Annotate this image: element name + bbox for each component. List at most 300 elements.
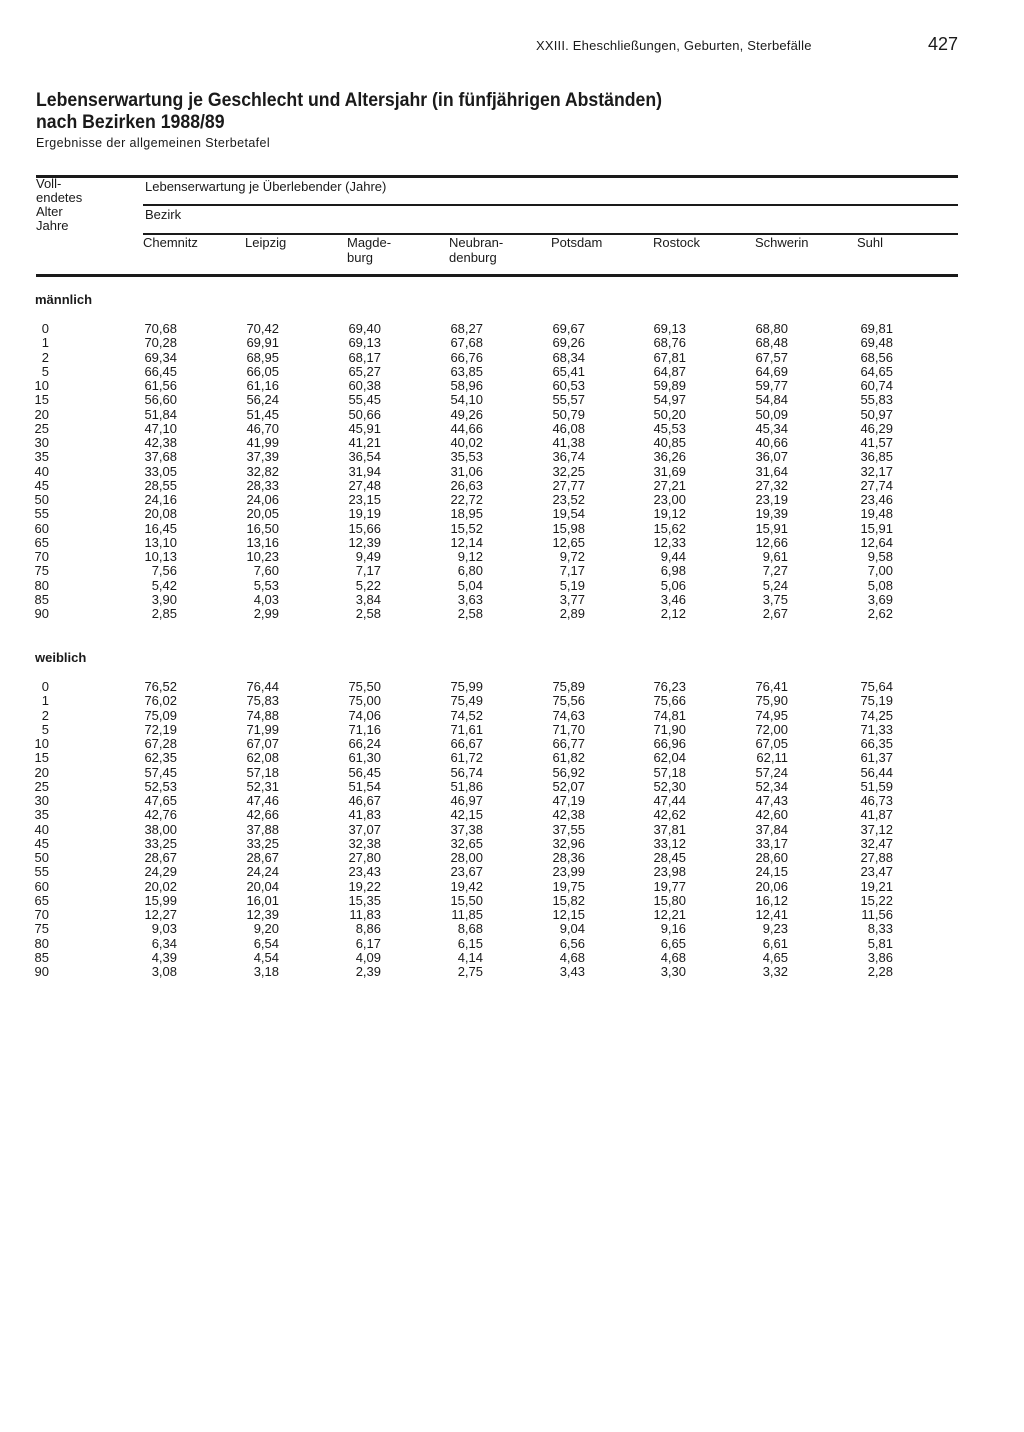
value-cell: 23,19 bbox=[755, 492, 788, 507]
value-cell: 27,77 bbox=[552, 477, 585, 493]
table-row bbox=[0, 408, 1024, 422]
stub-header-line: Alter bbox=[36, 204, 63, 219]
value-cell: 41,57 bbox=[860, 435, 893, 450]
value-cell: 71,61 bbox=[450, 721, 483, 737]
value-cell: 66,96 bbox=[653, 736, 686, 751]
value-cell: 8,33 bbox=[867, 921, 893, 937]
value-cell: 58,96 bbox=[450, 378, 483, 393]
age-cell: 50 bbox=[34, 492, 49, 507]
value-cell: 12,39 bbox=[348, 534, 381, 550]
value-cell: 54,84 bbox=[755, 392, 788, 408]
value-cell: 56,74 bbox=[450, 764, 483, 780]
value-cell: 55,83 bbox=[860, 392, 893, 408]
value-cell: 23,46 bbox=[860, 492, 893, 507]
value-cell: 2,58 bbox=[457, 606, 483, 621]
value-cell: 33,25 bbox=[246, 835, 279, 851]
value-cell: 9,03 bbox=[151, 921, 177, 937]
value-cell: 46,70 bbox=[246, 420, 279, 436]
value-cell: 8,86 bbox=[355, 921, 381, 937]
value-cell: 27,88 bbox=[860, 850, 893, 865]
value-cell: 19,42 bbox=[450, 878, 483, 894]
value-cell: 69,81 bbox=[860, 321, 893, 336]
value-cell: 2,12 bbox=[660, 606, 686, 621]
value-cell: 2,89 bbox=[559, 606, 585, 621]
value-cell: 15,52 bbox=[450, 520, 483, 536]
value-cell: 56,24 bbox=[246, 392, 279, 408]
table-row bbox=[0, 766, 1024, 780]
value-cell: 3,69 bbox=[867, 591, 893, 607]
value-cell: 6,54 bbox=[253, 935, 279, 951]
value-cell: 74,95 bbox=[755, 707, 788, 723]
value-cell: 5,53 bbox=[253, 577, 279, 593]
column-header-line: Magde- bbox=[347, 235, 392, 250]
column-header-line: Schwerin bbox=[755, 235, 809, 250]
value-cell: 3,08 bbox=[151, 964, 177, 979]
column-header-line: Leipzig bbox=[245, 235, 287, 250]
value-cell: 31,64 bbox=[755, 463, 788, 479]
value-cell: 52,31 bbox=[246, 778, 279, 794]
value-cell: 33,25 bbox=[144, 835, 177, 851]
value-cell: 12,41 bbox=[755, 907, 788, 922]
table-row bbox=[0, 965, 1024, 979]
value-cell: 44,66 bbox=[450, 420, 483, 436]
table-row bbox=[0, 894, 1024, 908]
value-cell: 61,37 bbox=[860, 750, 893, 766]
age-cell: 2 bbox=[41, 349, 49, 365]
value-cell: 23,15 bbox=[348, 492, 381, 507]
value-cell: 32,17 bbox=[860, 463, 893, 479]
value-cell: 74,88 bbox=[246, 707, 279, 723]
value-cell: 74,63 bbox=[552, 707, 585, 723]
age-cell: 40 bbox=[34, 463, 49, 479]
value-cell: 71,70 bbox=[552, 721, 585, 737]
value-cell: 55,45 bbox=[348, 392, 381, 408]
value-cell: 7,27 bbox=[762, 563, 788, 579]
chapter-header: XXIII. Eheschließungen, Geburten, Sterbefälle bbox=[536, 38, 812, 53]
age-cell: 50 bbox=[34, 850, 49, 865]
value-cell: 6,34 bbox=[151, 935, 177, 951]
value-cell: 6,61 bbox=[762, 935, 788, 951]
stub-header-line: endetes bbox=[36, 190, 83, 205]
value-cell: 2,85 bbox=[151, 606, 177, 621]
table-row bbox=[0, 880, 1024, 894]
value-cell: 15,82 bbox=[552, 892, 585, 908]
table-row bbox=[0, 564, 1024, 578]
value-cell: 20,05 bbox=[246, 506, 279, 522]
value-cell: 75,66 bbox=[653, 693, 686, 709]
value-cell: 76,02 bbox=[144, 693, 177, 709]
value-cell: 51,86 bbox=[450, 778, 483, 794]
table-row bbox=[0, 737, 1024, 751]
age-cell: 20 bbox=[34, 764, 49, 780]
value-cell: 3,77 bbox=[559, 591, 585, 607]
table-row bbox=[0, 723, 1024, 737]
value-cell: 12,27 bbox=[144, 907, 177, 922]
table-row bbox=[0, 422, 1024, 436]
value-cell: 75,64 bbox=[860, 679, 893, 694]
age-cell: 60 bbox=[34, 520, 49, 536]
value-cell: 32,38 bbox=[348, 835, 381, 851]
value-cell: 37,39 bbox=[246, 449, 279, 465]
value-cell: 62,08 bbox=[246, 750, 279, 766]
value-cell: 3,18 bbox=[253, 964, 279, 979]
value-cell: 19,39 bbox=[755, 506, 788, 522]
value-cell: 27,80 bbox=[348, 850, 381, 865]
value-cell: 61,72 bbox=[450, 750, 483, 766]
value-cell: 62,35 bbox=[144, 750, 177, 766]
stub-header bbox=[36, 177, 116, 233]
value-cell: 7,17 bbox=[355, 563, 381, 579]
value-cell: 45,53 bbox=[653, 420, 686, 436]
table-row bbox=[0, 322, 1024, 336]
table-title-line1: Lebenserwartung je Geschlecht und Altersjahr (in fünfjährigen Abständen) bbox=[36, 90, 663, 111]
value-cell: 59,89 bbox=[653, 378, 686, 393]
column-header bbox=[245, 236, 286, 251]
value-cell: 5,04 bbox=[457, 577, 483, 593]
value-cell: 5,42 bbox=[151, 577, 177, 593]
value-cell: 28,33 bbox=[246, 477, 279, 493]
column-header-line: Neubran- bbox=[449, 235, 504, 250]
value-cell: 61,56 bbox=[144, 378, 177, 393]
value-cell: 9,20 bbox=[253, 921, 279, 937]
value-cell: 67,05 bbox=[755, 736, 788, 751]
value-cell: 46,08 bbox=[552, 420, 585, 436]
age-cell: 45 bbox=[34, 835, 49, 851]
value-cell: 15,50 bbox=[450, 892, 483, 908]
value-cell: 2,28 bbox=[867, 964, 893, 979]
age-cell: 65 bbox=[34, 892, 49, 908]
value-cell: 50,20 bbox=[653, 406, 686, 422]
value-cell: 42,66 bbox=[246, 807, 279, 823]
column-header bbox=[755, 236, 808, 251]
value-cell: 74,25 bbox=[860, 707, 893, 723]
age-cell: 0 bbox=[41, 679, 49, 694]
column-header bbox=[551, 236, 602, 251]
value-cell: 5,19 bbox=[559, 577, 585, 593]
value-cell: 42,60 bbox=[755, 807, 788, 823]
value-cell: 74,52 bbox=[450, 707, 483, 723]
value-cell: 20,08 bbox=[144, 506, 177, 522]
stub-header-line: Voll- bbox=[36, 176, 62, 191]
value-cell: 42,62 bbox=[653, 807, 686, 823]
value-cell: 69,26 bbox=[552, 335, 585, 351]
value-cell: 66,45 bbox=[144, 363, 177, 379]
column-header bbox=[653, 236, 700, 251]
column-header bbox=[347, 236, 391, 265]
value-cell: 3,75 bbox=[762, 591, 788, 607]
column-header bbox=[449, 236, 503, 265]
value-cell: 23,67 bbox=[450, 864, 483, 880]
value-cell: 51,45 bbox=[246, 406, 279, 422]
age-cell: 10 bbox=[34, 378, 49, 393]
value-cell: 66,24 bbox=[348, 736, 381, 751]
value-cell: 19,21 bbox=[860, 878, 893, 894]
table-title-line2: nach Bezirken 1988/89 bbox=[36, 112, 225, 133]
value-cell: 32,65 bbox=[450, 835, 483, 851]
value-cell: 12,21 bbox=[653, 907, 686, 922]
table-row bbox=[0, 450, 1024, 464]
value-cell: 56,45 bbox=[348, 764, 381, 780]
value-cell: 70,28 bbox=[144, 335, 177, 351]
value-cell: 46,73 bbox=[860, 793, 893, 808]
value-cell: 45,91 bbox=[348, 420, 381, 436]
age-cell: 1 bbox=[41, 693, 49, 709]
age-cell: 35 bbox=[34, 807, 49, 823]
value-cell: 23,43 bbox=[348, 864, 381, 880]
value-cell: 41,87 bbox=[860, 807, 893, 823]
table-subtitle: Ergebnisse der allgemeinen Sterbetafel bbox=[36, 136, 271, 150]
top-rule bbox=[36, 175, 958, 178]
value-cell: 12,65 bbox=[552, 534, 585, 550]
value-cell: 55,57 bbox=[552, 392, 585, 408]
value-cell: 75,09 bbox=[144, 707, 177, 723]
age-cell: 90 bbox=[34, 606, 49, 621]
value-cell: 20,04 bbox=[246, 878, 279, 894]
table-row bbox=[0, 493, 1024, 507]
value-cell: 35,53 bbox=[450, 449, 483, 465]
value-cell: 75,49 bbox=[450, 693, 483, 709]
table-row bbox=[0, 937, 1024, 951]
value-cell: 64,87 bbox=[653, 363, 686, 379]
value-cell: 5,06 bbox=[660, 577, 686, 593]
value-cell: 6,17 bbox=[355, 935, 381, 951]
age-cell: 1 bbox=[41, 335, 49, 351]
value-cell: 27,74 bbox=[860, 477, 893, 493]
value-cell: 12,39 bbox=[246, 907, 279, 922]
value-cell: 28,60 bbox=[755, 850, 788, 865]
value-cell: 37,38 bbox=[450, 821, 483, 837]
value-cell: 26,63 bbox=[450, 477, 483, 493]
value-cell: 51,84 bbox=[144, 406, 177, 422]
value-cell: 23,99 bbox=[552, 864, 585, 880]
value-cell: 9,12 bbox=[457, 549, 483, 564]
value-cell: 7,60 bbox=[253, 563, 279, 579]
value-cell: 47,46 bbox=[246, 793, 279, 808]
value-cell: 7,00 bbox=[867, 563, 893, 579]
value-cell: 12,66 bbox=[755, 534, 788, 550]
page-number: 427 bbox=[928, 34, 959, 54]
table-row bbox=[0, 951, 1024, 965]
value-cell: 4,68 bbox=[660, 949, 686, 965]
value-cell: 64,69 bbox=[755, 363, 788, 379]
value-cell: 23,00 bbox=[653, 492, 686, 507]
value-cell: 37,12 bbox=[860, 821, 893, 837]
value-cell: 60,74 bbox=[860, 378, 893, 393]
table-row bbox=[0, 393, 1024, 407]
value-cell: 12,33 bbox=[653, 534, 686, 550]
value-cell: 36,74 bbox=[552, 449, 585, 465]
value-cell: 4,68 bbox=[559, 949, 585, 965]
age-cell: 70 bbox=[34, 907, 49, 922]
value-cell: 4,39 bbox=[151, 949, 177, 965]
value-cell: 40,85 bbox=[653, 435, 686, 450]
age-cell: 40 bbox=[34, 821, 49, 837]
value-cell: 61,82 bbox=[552, 750, 585, 766]
value-cell: 4,09 bbox=[355, 949, 381, 965]
value-cell: 74,06 bbox=[348, 707, 381, 723]
value-cell: 69,48 bbox=[860, 335, 893, 351]
value-cell: 5,08 bbox=[867, 577, 893, 593]
value-cell: 9,16 bbox=[660, 921, 686, 937]
table-row bbox=[0, 751, 1024, 765]
value-cell: 47,43 bbox=[755, 793, 788, 808]
age-cell: 75 bbox=[34, 921, 49, 937]
value-cell: 7,56 bbox=[151, 563, 177, 579]
value-cell: 6,15 bbox=[457, 935, 483, 951]
age-cell: 90 bbox=[34, 964, 49, 979]
value-cell: 72,19 bbox=[144, 721, 177, 737]
column-header bbox=[143, 236, 198, 251]
value-cell: 19,77 bbox=[653, 878, 686, 894]
value-cell: 69,34 bbox=[144, 349, 177, 365]
value-cell: 57,24 bbox=[755, 764, 788, 780]
age-cell: 85 bbox=[34, 591, 49, 607]
value-cell: 68,27 bbox=[450, 321, 483, 336]
value-cell: 71,33 bbox=[860, 721, 893, 737]
value-cell: 31,69 bbox=[653, 463, 686, 479]
header-bottom-rule bbox=[36, 274, 958, 277]
age-cell: 30 bbox=[34, 435, 49, 450]
value-cell: 37,84 bbox=[755, 821, 788, 837]
stub-header-line: Jahre bbox=[36, 218, 69, 233]
value-cell: 32,25 bbox=[552, 463, 585, 479]
value-cell: 8,68 bbox=[457, 921, 483, 937]
value-cell: 9,49 bbox=[355, 549, 381, 564]
value-cell: 62,11 bbox=[756, 750, 788, 766]
value-cell: 32,96 bbox=[552, 835, 585, 851]
value-cell: 19,22 bbox=[348, 878, 381, 894]
value-cell: 15,35 bbox=[348, 892, 381, 908]
value-cell: 61,16 bbox=[246, 378, 279, 393]
age-cell: 75 bbox=[34, 563, 49, 579]
value-cell: 40,66 bbox=[755, 435, 788, 450]
value-cell: 37,55 bbox=[552, 821, 585, 837]
value-cell: 20,02 bbox=[144, 878, 177, 894]
value-cell: 65,41 bbox=[552, 363, 585, 379]
age-cell: 80 bbox=[34, 577, 49, 593]
value-cell: 62,04 bbox=[653, 750, 686, 766]
value-cell: 69,91 bbox=[246, 335, 279, 351]
column-header-line: denburg bbox=[449, 249, 497, 265]
value-cell: 15,91 bbox=[755, 520, 788, 536]
value-cell: 36,07 bbox=[755, 449, 788, 465]
value-cell: 75,99 bbox=[450, 679, 483, 694]
value-cell: 60,53 bbox=[552, 378, 585, 393]
value-cell: 28,00 bbox=[450, 850, 483, 865]
spanner-header: Lebenserwartung je Überlebender (Jahre) bbox=[145, 179, 387, 194]
table-row bbox=[0, 780, 1024, 794]
value-cell: 22,72 bbox=[450, 492, 483, 507]
value-cell: 9,61 bbox=[762, 549, 788, 564]
value-cell: 36,54 bbox=[348, 449, 381, 465]
column-header-line: burg bbox=[347, 249, 374, 265]
table-row bbox=[0, 865, 1024, 879]
value-cell: 68,17 bbox=[348, 349, 381, 365]
value-cell: 75,56 bbox=[552, 693, 585, 709]
value-cell: 24,15 bbox=[755, 864, 788, 880]
value-cell: 15,66 bbox=[348, 520, 381, 536]
age-cell: 20 bbox=[34, 406, 49, 422]
table-row bbox=[0, 808, 1024, 822]
value-cell: 19,54 bbox=[552, 506, 585, 522]
value-cell: 69,67 bbox=[552, 321, 585, 336]
value-cell: 68,48 bbox=[755, 335, 788, 351]
table-row bbox=[0, 593, 1024, 607]
value-cell: 75,83 bbox=[246, 693, 279, 709]
value-cell: 10,23 bbox=[246, 549, 279, 564]
value-cell: 11,83 bbox=[349, 907, 381, 922]
value-cell: 46,67 bbox=[348, 793, 381, 808]
value-cell: 23,98 bbox=[653, 864, 686, 880]
age-cell: 55 bbox=[34, 506, 49, 522]
value-cell: 56,60 bbox=[144, 392, 177, 408]
value-cell: 2,39 bbox=[355, 964, 381, 979]
value-cell: 5,81 bbox=[867, 935, 893, 951]
value-cell: 69,13 bbox=[653, 321, 686, 336]
value-cell: 57,18 bbox=[246, 764, 279, 780]
value-cell: 41,38 bbox=[552, 435, 585, 450]
spanner-rule bbox=[143, 204, 958, 206]
value-cell: 31,06 bbox=[450, 463, 483, 479]
value-cell: 15,22 bbox=[860, 892, 893, 908]
value-cell: 37,88 bbox=[246, 821, 279, 837]
value-cell: 9,04 bbox=[559, 921, 585, 937]
value-cell: 9,23 bbox=[762, 921, 788, 937]
value-cell: 67,81 bbox=[653, 349, 686, 365]
value-cell: 72,00 bbox=[755, 721, 788, 737]
table-row bbox=[0, 837, 1024, 851]
value-cell: 67,28 bbox=[144, 736, 177, 751]
value-cell: 68,76 bbox=[653, 335, 686, 351]
value-cell: 3,63 bbox=[457, 591, 483, 607]
age-cell: 25 bbox=[34, 420, 49, 436]
value-cell: 4,65 bbox=[762, 949, 788, 965]
age-cell: 25 bbox=[34, 778, 49, 794]
value-cell: 75,50 bbox=[348, 679, 381, 694]
table-row bbox=[0, 709, 1024, 723]
value-cell: 24,29 bbox=[144, 864, 177, 880]
value-cell: 19,48 bbox=[860, 506, 893, 522]
value-cell: 60,38 bbox=[348, 378, 381, 393]
section-label: männlich bbox=[35, 292, 93, 307]
value-cell: 45,34 bbox=[755, 420, 788, 436]
value-cell: 28,36 bbox=[552, 850, 585, 865]
value-cell: 74,81 bbox=[653, 707, 686, 723]
value-cell: 64,65 bbox=[860, 363, 893, 379]
value-cell: 51,54 bbox=[348, 778, 381, 794]
age-cell: 85 bbox=[34, 949, 49, 965]
value-cell: 2,58 bbox=[355, 606, 381, 621]
table-row bbox=[0, 522, 1024, 536]
value-cell: 51,59 bbox=[860, 778, 893, 794]
table-row bbox=[0, 550, 1024, 564]
value-cell: 37,68 bbox=[144, 449, 177, 465]
value-cell: 19,12 bbox=[653, 506, 686, 522]
value-cell: 3,30 bbox=[660, 964, 686, 979]
value-cell: 75,00 bbox=[348, 693, 381, 709]
table-row bbox=[0, 908, 1024, 922]
table-row bbox=[0, 694, 1024, 708]
value-cell: 66,77 bbox=[552, 736, 585, 751]
value-cell: 47,65 bbox=[144, 793, 177, 808]
value-cell: 13,16 bbox=[246, 534, 279, 550]
value-cell: 75,19 bbox=[860, 693, 893, 709]
value-cell: 37,07 bbox=[348, 821, 381, 837]
value-cell: 70,68 bbox=[144, 321, 177, 336]
value-cell: 71,16 bbox=[348, 721, 381, 737]
value-cell: 63,85 bbox=[450, 363, 483, 379]
value-cell: 71,90 bbox=[653, 721, 686, 737]
